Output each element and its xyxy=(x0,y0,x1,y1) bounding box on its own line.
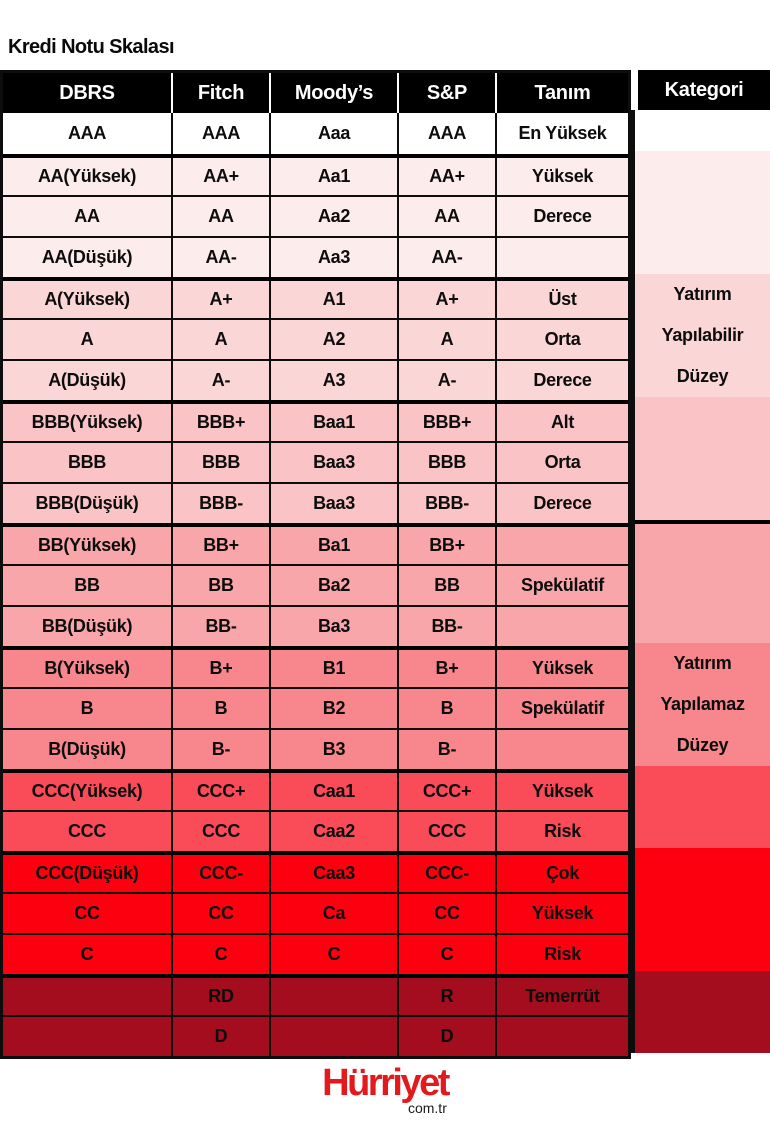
cell-moodys: A2 xyxy=(271,320,397,359)
cell-fitch: A- xyxy=(173,361,269,400)
cell-tanim xyxy=(497,527,628,564)
table-row xyxy=(3,564,628,605)
cell-fitch: B xyxy=(173,689,269,728)
cell-moodys: Baa1 xyxy=(271,404,397,441)
cell-moodys: B2 xyxy=(271,689,397,728)
cell-dbrs: AA xyxy=(3,197,171,236)
cell-fitch: B+ xyxy=(173,650,269,687)
cell-tanim: Yüksek xyxy=(497,773,628,810)
cell-dbrs: A(Yüksek) xyxy=(3,281,171,318)
cell-moodys: C xyxy=(271,935,397,974)
kategori-body xyxy=(631,110,770,1053)
cell-tanim: Spekülatif xyxy=(497,566,628,605)
cell-fitch: BBB xyxy=(173,443,269,482)
cell-tanim xyxy=(497,1017,628,1056)
cell-dbrs: CC xyxy=(3,894,171,933)
cell-tanim: Risk xyxy=(497,935,628,974)
credit-rating-table xyxy=(0,70,631,1059)
cell-tanim: Risk xyxy=(497,812,628,851)
table-row xyxy=(3,851,628,892)
cell-sp: A- xyxy=(399,361,495,400)
cell-fitch: CCC- xyxy=(173,855,269,892)
kategori-label: Yatırım xyxy=(673,284,732,304)
hurriyet-logo xyxy=(322,1064,448,1116)
table-row xyxy=(3,728,628,769)
kategori-label: Yapılabilir xyxy=(661,325,744,345)
cell-dbrs: CCC(Yüksek) xyxy=(3,773,171,810)
cell-moodys: Caa3 xyxy=(271,855,397,892)
cell-fitch: BB+ xyxy=(173,527,269,564)
cell-tanim xyxy=(497,607,628,646)
cell-moodys: A1 xyxy=(271,281,397,318)
cell-moodys: Ca xyxy=(271,894,397,933)
cell-sp: CCC+ xyxy=(399,773,495,810)
hurriyet-logo-domain: com.tr xyxy=(407,1100,447,1116)
cell-sp: C xyxy=(399,935,495,974)
cell-sp: AA+ xyxy=(399,158,495,195)
cell-sp: AAA xyxy=(399,113,495,154)
table-row xyxy=(3,974,628,1015)
cell-sp: D xyxy=(399,1017,495,1056)
table-row xyxy=(3,687,628,728)
column-header-sp: S&P xyxy=(399,73,495,113)
table-row xyxy=(3,359,628,400)
footer xyxy=(0,1064,770,1116)
column-header-moodys: Moody’s xyxy=(271,73,397,113)
kategori-column xyxy=(631,70,770,1053)
cell-fitch: RD xyxy=(173,978,269,1015)
cell-dbrs: A xyxy=(3,320,171,359)
cell-tanim: Yüksek xyxy=(497,894,628,933)
kategori-band-bbb xyxy=(635,397,770,520)
column-header-fitch: Fitch xyxy=(173,73,269,113)
cell-tanim: Spekülatif xyxy=(497,689,628,728)
kategori-label: Yapılamaz xyxy=(660,694,745,714)
cell-sp: R xyxy=(399,978,495,1015)
table-row xyxy=(3,154,628,195)
cell-sp: BBB- xyxy=(399,484,495,523)
cell-fitch: BBB- xyxy=(173,484,269,523)
table-row xyxy=(3,892,628,933)
cell-tanim: Çok xyxy=(497,855,628,892)
cell-moodys: Ba2 xyxy=(271,566,397,605)
cell-dbrs: B(Düşük) xyxy=(3,730,171,769)
cell-tanim: Alt xyxy=(497,404,628,441)
table-row xyxy=(3,769,628,810)
cell-dbrs: BBB(Düşük) xyxy=(3,484,171,523)
cell-sp: CCC- xyxy=(399,855,495,892)
cell-moodys: Aa1 xyxy=(271,158,397,195)
table-row xyxy=(3,646,628,687)
cell-dbrs: BBB xyxy=(3,443,171,482)
cell-dbrs: CCC(Düşük) xyxy=(3,855,171,892)
cell-dbrs: BBB(Yüksek) xyxy=(3,404,171,441)
kategori-band-bb xyxy=(635,520,770,643)
cell-moodys: Caa1 xyxy=(271,773,397,810)
cell-dbrs xyxy=(3,978,171,1015)
kategori-label: Düzey xyxy=(676,735,729,755)
cell-dbrs: B xyxy=(3,689,171,728)
table-row xyxy=(3,277,628,318)
cell-fitch: AAA xyxy=(173,113,269,154)
table-row xyxy=(3,605,628,646)
kategori-band-b xyxy=(635,643,770,766)
cell-tanim: Orta xyxy=(497,443,628,482)
table-row xyxy=(3,933,628,974)
cell-tanim xyxy=(497,730,628,769)
cell-moodys: Baa3 xyxy=(271,443,397,482)
cell-fitch: AA xyxy=(173,197,269,236)
table-row xyxy=(3,318,628,359)
cell-tanim: Derece xyxy=(497,484,628,523)
kategori-band-red xyxy=(635,848,770,971)
cell-moodys: Aaa xyxy=(271,113,397,154)
cell-fitch: BBB+ xyxy=(173,404,269,441)
cell-sp: B+ xyxy=(399,650,495,687)
cell-moodys: A3 xyxy=(271,361,397,400)
cell-tanim: Derece xyxy=(497,197,628,236)
cell-sp: AA- xyxy=(399,238,495,277)
cell-moodys xyxy=(271,978,397,1015)
page-title: Kredi Notu Skalası xyxy=(8,36,174,58)
cell-fitch: BB- xyxy=(173,607,269,646)
hurriyet-logo-text: Hürriyet xyxy=(322,1062,448,1104)
cell-fitch: B- xyxy=(173,730,269,769)
cell-fitch: BB xyxy=(173,566,269,605)
table-row xyxy=(3,482,628,523)
cell-fitch: AA- xyxy=(173,238,269,277)
table-header-row xyxy=(3,73,628,113)
cell-fitch: A xyxy=(173,320,269,359)
cell-moodys: B1 xyxy=(271,650,397,687)
cell-tanim: Yüksek xyxy=(497,158,628,195)
cell-moodys xyxy=(271,1017,397,1056)
cell-moodys: Ba3 xyxy=(271,607,397,646)
cell-sp: A xyxy=(399,320,495,359)
kategori-band-ccc xyxy=(635,766,770,848)
cell-fitch: AA+ xyxy=(173,158,269,195)
cell-dbrs: A(Düşük) xyxy=(3,361,171,400)
column-header-tanim: Tanım xyxy=(497,73,628,113)
cell-dbrs: AA(Düşük) xyxy=(3,238,171,277)
cell-moodys: Ba1 xyxy=(271,527,397,564)
kategori-band-aa xyxy=(635,151,770,274)
cell-tanim: Yüksek xyxy=(497,650,628,687)
cell-tanim xyxy=(497,238,628,277)
cell-moodys: Baa3 xyxy=(271,484,397,523)
cell-fitch: D xyxy=(173,1017,269,1056)
cell-sp: CCC xyxy=(399,812,495,851)
cell-moodys: Aa2 xyxy=(271,197,397,236)
cell-sp: BB xyxy=(399,566,495,605)
kategori-band-dark xyxy=(635,971,770,1053)
table-row xyxy=(3,400,628,441)
cell-tanim: En Yüksek xyxy=(497,113,628,154)
kategori-header: Kategori xyxy=(631,70,770,110)
cell-sp: CC xyxy=(399,894,495,933)
table-row xyxy=(3,1015,628,1056)
kategori-label: Yatırım xyxy=(673,653,732,673)
cell-tanim: Derece xyxy=(497,361,628,400)
cell-dbrs: AA(Yüksek) xyxy=(3,158,171,195)
cell-sp: AA xyxy=(399,197,495,236)
cell-sp: BBB+ xyxy=(399,404,495,441)
cell-dbrs xyxy=(3,1017,171,1056)
kategori-band-a xyxy=(635,274,770,397)
cell-sp: BB+ xyxy=(399,527,495,564)
cell-dbrs: AAA xyxy=(3,113,171,154)
cell-moodys: Caa2 xyxy=(271,812,397,851)
cell-sp: B- xyxy=(399,730,495,769)
table-row xyxy=(3,236,628,277)
table-row xyxy=(3,441,628,482)
table-row xyxy=(3,113,628,154)
cell-sp: BB- xyxy=(399,607,495,646)
cell-tanim: Orta xyxy=(497,320,628,359)
kategori-band-aaa xyxy=(635,110,770,151)
cell-tanim: Temerrüt xyxy=(497,978,628,1015)
cell-tanim: Üst xyxy=(497,281,628,318)
cell-fitch: C xyxy=(173,935,269,974)
cell-fitch: CCC+ xyxy=(173,773,269,810)
cell-dbrs: C xyxy=(3,935,171,974)
cell-sp: BBB xyxy=(399,443,495,482)
cell-moodys: Aa3 xyxy=(271,238,397,277)
table-row xyxy=(3,195,628,236)
cell-fitch: A+ xyxy=(173,281,269,318)
kategori-label: Düzey xyxy=(676,366,729,386)
cell-moodys: B3 xyxy=(271,730,397,769)
cell-sp: B xyxy=(399,689,495,728)
cell-dbrs: B(Yüksek) xyxy=(3,650,171,687)
rating-rows xyxy=(3,113,628,1056)
cell-fitch: CCC xyxy=(173,812,269,851)
cell-dbrs: BB(Düşük) xyxy=(3,607,171,646)
cell-dbrs: BB(Yüksek) xyxy=(3,527,171,564)
cell-sp: A+ xyxy=(399,281,495,318)
cell-fitch: CC xyxy=(173,894,269,933)
cell-dbrs: BB xyxy=(3,566,171,605)
column-header-dbrs: DBRS xyxy=(3,73,171,113)
table-row xyxy=(3,810,628,851)
cell-dbrs: CCC xyxy=(3,812,171,851)
table-row xyxy=(3,523,628,564)
